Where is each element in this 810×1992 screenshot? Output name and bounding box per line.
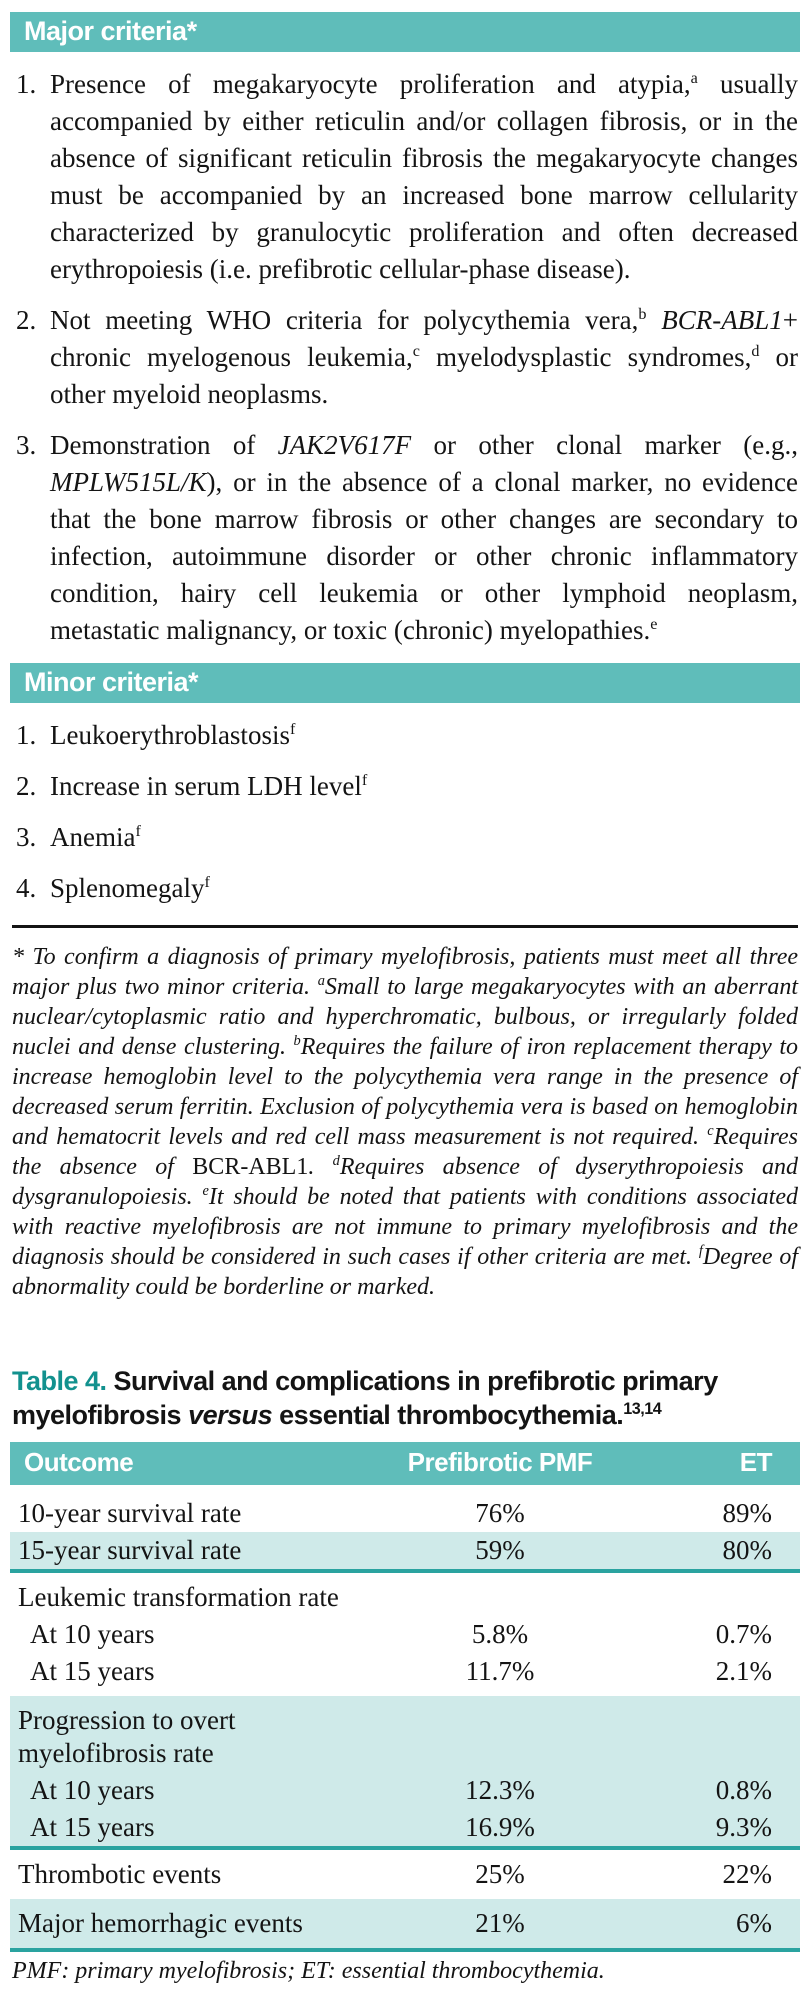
text-segment: or other myeloid neoplasms. xyxy=(50,342,798,409)
text-segment: Demonstration of xyxy=(50,430,278,460)
row-value-prefibrotic-pmf: 16.9% xyxy=(465,1812,535,1842)
item-text xyxy=(50,717,800,754)
item-number: 4. xyxy=(16,873,37,903)
column-header-outcome: Outcome xyxy=(24,1447,134,1477)
criterion-item xyxy=(10,768,800,805)
table-row xyxy=(10,1616,800,1653)
row-value-prefibrotic-pmf: 76% xyxy=(475,1498,525,1528)
table-row xyxy=(10,1696,800,1772)
item-number: 2. xyxy=(16,305,37,335)
item-text xyxy=(50,768,800,805)
row-value-prefibrotic-pmf xyxy=(380,1704,620,1770)
text-segment: BCR-ABL1 xyxy=(192,1154,309,1180)
row-value-et: 9.3% xyxy=(715,1812,772,1842)
table-caption xyxy=(10,1364,800,1432)
row-label: 15-year survival rate xyxy=(18,1535,242,1565)
table-row xyxy=(10,1532,800,1573)
table-body xyxy=(10,1485,800,1952)
item-number: 1. xyxy=(16,720,37,750)
text-segment: Anemia xyxy=(50,822,136,852)
item-text xyxy=(50,870,800,907)
superscript: 13,14 xyxy=(623,1400,662,1418)
table-row xyxy=(10,1573,800,1616)
item-text xyxy=(50,302,800,413)
item-number: 2. xyxy=(16,771,37,801)
row-label: Thrombotic events xyxy=(18,1859,222,1889)
criterion-item xyxy=(10,302,800,413)
table-header-row xyxy=(10,1442,800,1485)
criterion-item xyxy=(10,427,800,649)
footnote-divider xyxy=(12,925,798,928)
row-value-et xyxy=(620,1704,800,1770)
text-segment: Leukoerythroblastosis xyxy=(50,720,290,750)
row-value-et: 0.7% xyxy=(715,1619,772,1649)
footnote-text xyxy=(10,942,800,1302)
table-footer-abbreviations: PMF: primary myelofibrosis; ET: essential thrombocythemia. xyxy=(12,1958,605,1984)
text-segment: Increase in serum LDH level xyxy=(50,771,362,801)
text-segment: MPLW515L/K xyxy=(50,467,207,497)
table-row xyxy=(10,1653,800,1696)
criterion-item xyxy=(10,66,800,288)
item-number: 3. xyxy=(16,822,37,852)
text-segment: Degree of abnormality could be borderline or marked. xyxy=(12,1244,798,1300)
superscript: e xyxy=(202,1183,209,1199)
text-segment: or other clonal marker (e.g., xyxy=(411,430,798,460)
row-value-prefibrotic-pmf: 5.8% xyxy=(471,1619,529,1649)
text-segment: Table 4. xyxy=(12,1366,107,1396)
row-value-et: 2.1% xyxy=(715,1656,772,1686)
text-segment: Small to large megakaryocytes with an aberrant nuclear/cytoplasmic ratio and hyperchromatic, bulbous, or irregularly folded nuclei and dense clustering. xyxy=(12,974,798,1060)
row-value-prefibrotic-pmf xyxy=(380,1581,620,1614)
text-segment: + chronic myelogenous leukemia, xyxy=(50,305,799,372)
superscript: b xyxy=(293,1033,301,1049)
table-row xyxy=(10,1899,800,1952)
item-number: 1. xyxy=(16,69,37,99)
text-segment: usually accompanied by either reticulin and/or collagen fibrosis, or in the absence of significant reticulin fibrosis the megakaryocyte changes must be accompanied by an increased bone marrow cellularity characterized by granulocytic proliferation and often decreased erythropoiesis (i.e. prefibrotic cellular-phase disease). xyxy=(50,69,798,284)
row-label: At 15 years xyxy=(30,1656,155,1686)
column-header-et: ET xyxy=(739,1447,772,1477)
row-value-et: 89% xyxy=(722,1498,772,1528)
superscript: f xyxy=(204,873,210,891)
row-value-prefibrotic-pmf: 21% xyxy=(475,1908,525,1938)
row-value-et: 22% xyxy=(722,1859,772,1889)
item-text xyxy=(50,427,800,649)
item-text xyxy=(50,819,800,856)
major-criteria-list xyxy=(10,66,800,649)
row-label: At 10 years xyxy=(30,1619,155,1649)
superscript: f xyxy=(135,822,141,840)
table-row xyxy=(10,1850,800,1899)
superscript: f xyxy=(289,720,296,738)
text-segment: . xyxy=(308,1154,333,1180)
row-value-et: 80% xyxy=(722,1535,772,1565)
item-text xyxy=(50,66,800,288)
superscript: d xyxy=(332,1153,340,1169)
criterion-item xyxy=(10,717,800,754)
superscript: e xyxy=(650,615,658,633)
minor-criteria-list xyxy=(10,717,800,907)
table-row xyxy=(10,1772,800,1809)
row-value-prefibrotic-pmf: 12.3% xyxy=(465,1775,535,1805)
superscript: b xyxy=(638,305,647,323)
row-value-et: 0.8% xyxy=(715,1775,772,1805)
major-criteria-header: Major criteria* xyxy=(10,12,800,52)
row-label: 10-year survival rate xyxy=(18,1498,242,1528)
superscript: a xyxy=(317,973,325,989)
superscript: d xyxy=(751,342,760,360)
superscript: f xyxy=(698,1243,703,1259)
text-segment: BCR-ABL1 xyxy=(661,305,783,335)
text-segment xyxy=(646,305,661,335)
row-value-et xyxy=(620,1581,800,1614)
minor-criteria-header: Minor criteria* xyxy=(10,663,800,703)
item-number: 3. xyxy=(16,430,37,460)
superscript: c xyxy=(412,342,420,360)
table-row xyxy=(10,1485,800,1532)
text-segment: * To confirm a diagnosis of primary myelofibrosis, patients must meet all three major plus two minor criteria. xyxy=(12,944,798,1000)
row-value-prefibrotic-pmf: 59% xyxy=(475,1535,525,1565)
row-label: At 15 years xyxy=(30,1812,155,1842)
superscript: c xyxy=(707,1123,714,1139)
criterion-item xyxy=(10,819,800,856)
row-value-prefibrotic-pmf: 25% xyxy=(475,1859,525,1889)
text-segment: Not meeting WHO criteria for polycythemia vera, xyxy=(50,305,639,335)
column-header-prefibrotic-pmf: Prefibrotic PMF xyxy=(407,1447,593,1477)
text-segment: Survival and complications in prefibrotic primary myelofibrosis xyxy=(12,1366,718,1430)
text-segment: Splenomegaly xyxy=(50,873,205,903)
row-label: At 10 years xyxy=(30,1775,155,1805)
row-label: Progression to overt myelofibrosis rate xyxy=(18,1705,236,1768)
row-label: Leukemic transformation rate xyxy=(18,1582,339,1612)
text-segment: ), or in the absence of a clonal marker, no evidence that the bone marrow fibrosis or other changes are secondary to infection, autoimmune disorder or other chronic inflammatory condition, hairy cell leukemia or other lymphoid neoplasm, metastatic malignancy, or toxic (chronic) myelopathies. xyxy=(50,467,798,645)
text-segment: It should be noted that patients with conditions associated with reactive myelofibrosis are not immune to primary myelofibrosis and the diagnosis should be considered in such cases if other criteria are met. xyxy=(12,1184,798,1270)
survival-table xyxy=(10,1442,800,1986)
text-segment: Requires absence of dyserythropoiesis and dysgranulopoiesis. xyxy=(12,1154,799,1210)
superscript: a xyxy=(690,69,698,87)
criterion-item xyxy=(10,870,800,907)
text-segment: essential thrombocythemia. xyxy=(272,1400,624,1430)
text-segment: versus xyxy=(188,1400,273,1430)
row-value-et: 6% xyxy=(736,1908,772,1938)
row-value-prefibrotic-pmf: 11.7% xyxy=(465,1656,535,1686)
text-segment: JAK2V617F xyxy=(277,430,412,460)
superscript: f xyxy=(361,771,368,789)
text-segment: Presence of megakaryocyte proliferation and atypia, xyxy=(50,69,691,99)
text-segment: Requires the absence of xyxy=(12,1124,798,1180)
text-segment: Requires the failure of iron replacement therapy to increase hemoglobin level to the polycythemia vera range in the presence of decreased serum ferritin. Exclusion of polycythemia vera is based on hemoglobin and hematocrit levels and red cell mass measurement is not required. xyxy=(12,1034,799,1150)
table-row xyxy=(10,1809,800,1850)
text-segment: myelodysplastic syndromes, xyxy=(419,342,752,372)
row-label: Major hemorrhagic events xyxy=(18,1908,303,1938)
